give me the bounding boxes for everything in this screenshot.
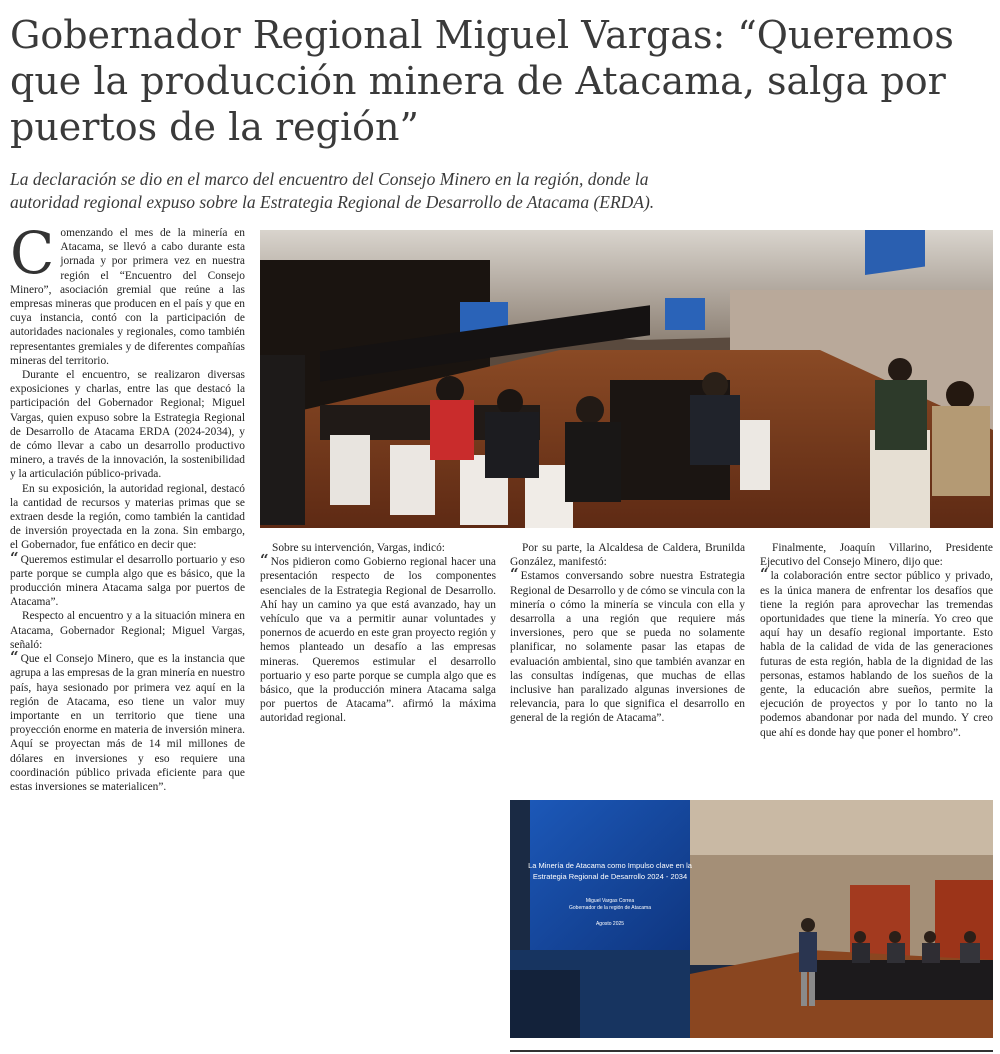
paragraph: Finalmente, Joaquín Villarino, Presidente Ejecutivo del Consejo Minero, dijo que: — [760, 542, 993, 569]
article-column-2 — [260, 541, 496, 726]
paragraph: Durante el encuentro, se realizaron diversas exposiciones y charlas, entre las que destacó la participación del Gobernador Regional; Miguel Vargas, quien expuso sobre la Estrategia Regional de Desarrollo de Atacama ERDA (2024-2034), y de cómo llevar a cabo un desarrollo productivo minero, a través de la innovación, la sostenibilidad y la articulación público-privada. — [10, 369, 245, 481]
conference-room-photo — [260, 230, 993, 528]
paragraph: Sobre su intervención, Vargas, indicó: — [272, 542, 445, 554]
lead-paragraph: La declaración se dio en el marco del encuentro del Consejo Minero en la región, donde la autoridad regional expuso sobre la Estrategia Regional de Desarrollo de Atacama (ERDA). — [10, 169, 655, 212]
screen-role: Gobernador de la región de Atacama — [569, 905, 651, 911]
quote-text: Estamos conversando sobre nuestra Estrategia Regional de Desarrollo y de cómo se vincula con la minería o cómo la minería se vincula con ella y desarrolla a una región que requiere más inversiones, pero que se pueda no solamente planificar, no solamente pasar las etapas de evaluación ambiental, sino que también avanzar en las consultas indígenas, que muchas de ellas inclusive han paralizado algunas inversiones de relevancia, para lo que significa el desarrollo en general de la región de Atacama”. — [510, 570, 746, 725]
screen-title-line1: La Minería de Atacama como Impulso clave en la — [528, 861, 692, 870]
screen-date: Agosto 2025 — [595, 921, 625, 927]
article-column-1 — [10, 219, 245, 794]
quote-paragraph — [10, 548, 245, 610]
quote-mark-icon: “ — [510, 565, 519, 584]
article-column-4 — [760, 541, 993, 740]
paragraph-intro — [10, 219, 245, 368]
quote-mark-icon: “ — [760, 565, 769, 584]
paragraph: Por su parte, la Alcaldesa de Caldera, Brunilda González, manifestó: — [510, 542, 745, 569]
quote-mark-icon: “ — [260, 551, 269, 570]
quote-text: Nos pidieron como Gobierno regional hacer una presentación respecto de los componentes esenciales de la Estrategia Regional de Desarrollo. Ahí hay un camino ya que está avanzado, hay un vehículo que va a permitir aunar voluntades y ponernos de acuerdo en este gran proyecto región y hemos planteado un desafío a las empresas mineras. Queremos estimular el desarrollo portuario y eso parte porque se cumpla algo que es básico, que la producción minera Atacama salga por puertos de Atacama”. afirmó la máxima autoridad regional. — [260, 556, 496, 725]
bottom-divider — [510, 1050, 993, 1052]
article-column-3 — [510, 541, 745, 726]
quote-paragraph — [760, 565, 993, 739]
quote-text: la colaboración entre sector público y privado, es la única manera de enfrentar los desafíos que tiene la región para aprovechar las tremendas oportunidades que tiene la minería. Yo creo que aquí hay un desafío regional importante. Esto habla de la calidad de vida de las generaciones futuras de esta región, habla de la dignidad de las personas, estamos hablando de los sueños de la gente, la educación abre sueños, permite la ejecución de proyectos y por lo tanto no la podemos abandonar por nada del mundo. Y creo que ahí es donde hay que poner el hombro”. — [760, 570, 993, 739]
quote-text: Queremos estimular el desarrollo portuario y eso parte porque se cumpla algo que es básico, que la producción minera Atacama salga por puertos de Atacama”. — [10, 553, 245, 609]
quote-paragraph — [10, 648, 245, 794]
paragraph: Respecto al encuentro y a la situación minera en Atacama, Gobernador Regional; Miguel Vargas, señaló: — [10, 610, 245, 651]
paragraph: En su exposición, la autoridad regional, destacó la cantidad de recursos y materias primas que se extraen desde la región, como también la cantidad de inversión proyectada en la zona. Sin embargo, el Gobernador, fue enfático en decir que: — [10, 482, 245, 552]
quote-text: Que el Consejo Minero, que es la instancia que agrupa a las empresas de la gran minería en nuestro país, haya sesionado por primera vez aquí en la región de Atacama, eso tiene un valor muy importante en un territorio que tiene una proyección enorme en materia de inversión minera. Aquí se proyectan más de 14 mil millones de dólares en inversiones y eso requiere una coordinación público privada eficiente para que estas inversiones se materialicen”. — [10, 653, 245, 793]
quote-mark-icon: “ — [10, 648, 19, 667]
quote-paragraph — [260, 551, 496, 725]
quote-paragraph — [510, 565, 746, 725]
paragraph-intro-text: omenzando el mes de la minería en Atacama, se llevó a cabo durante esta jornada y por primera vez en nuestra región el “Encuentro del Consejo Minero”, asociación gremial que reúne a las empresas mineras que producen en el país y que en cuya instancia, contó con la participación de autoridades nacionales y regionales, como también representantes gremiales y de diferentes compañías mineras del territorio. — [10, 227, 245, 367]
headline: Gobernador Regional Miguel Vargas: “Queremos que la producción minera de Atacama, salga por puertos de la región” — [10, 13, 954, 149]
screen-presenter: Miguel Vargas Correa — [585, 898, 635, 904]
presentation-photo — [510, 800, 993, 1038]
quote-mark-icon: “ — [10, 548, 19, 567]
drop-cap: C — [10, 219, 55, 287]
screen-title-line2: Estrategia Regional de Desarrollo 2024 - 2034 — [532, 872, 688, 881]
